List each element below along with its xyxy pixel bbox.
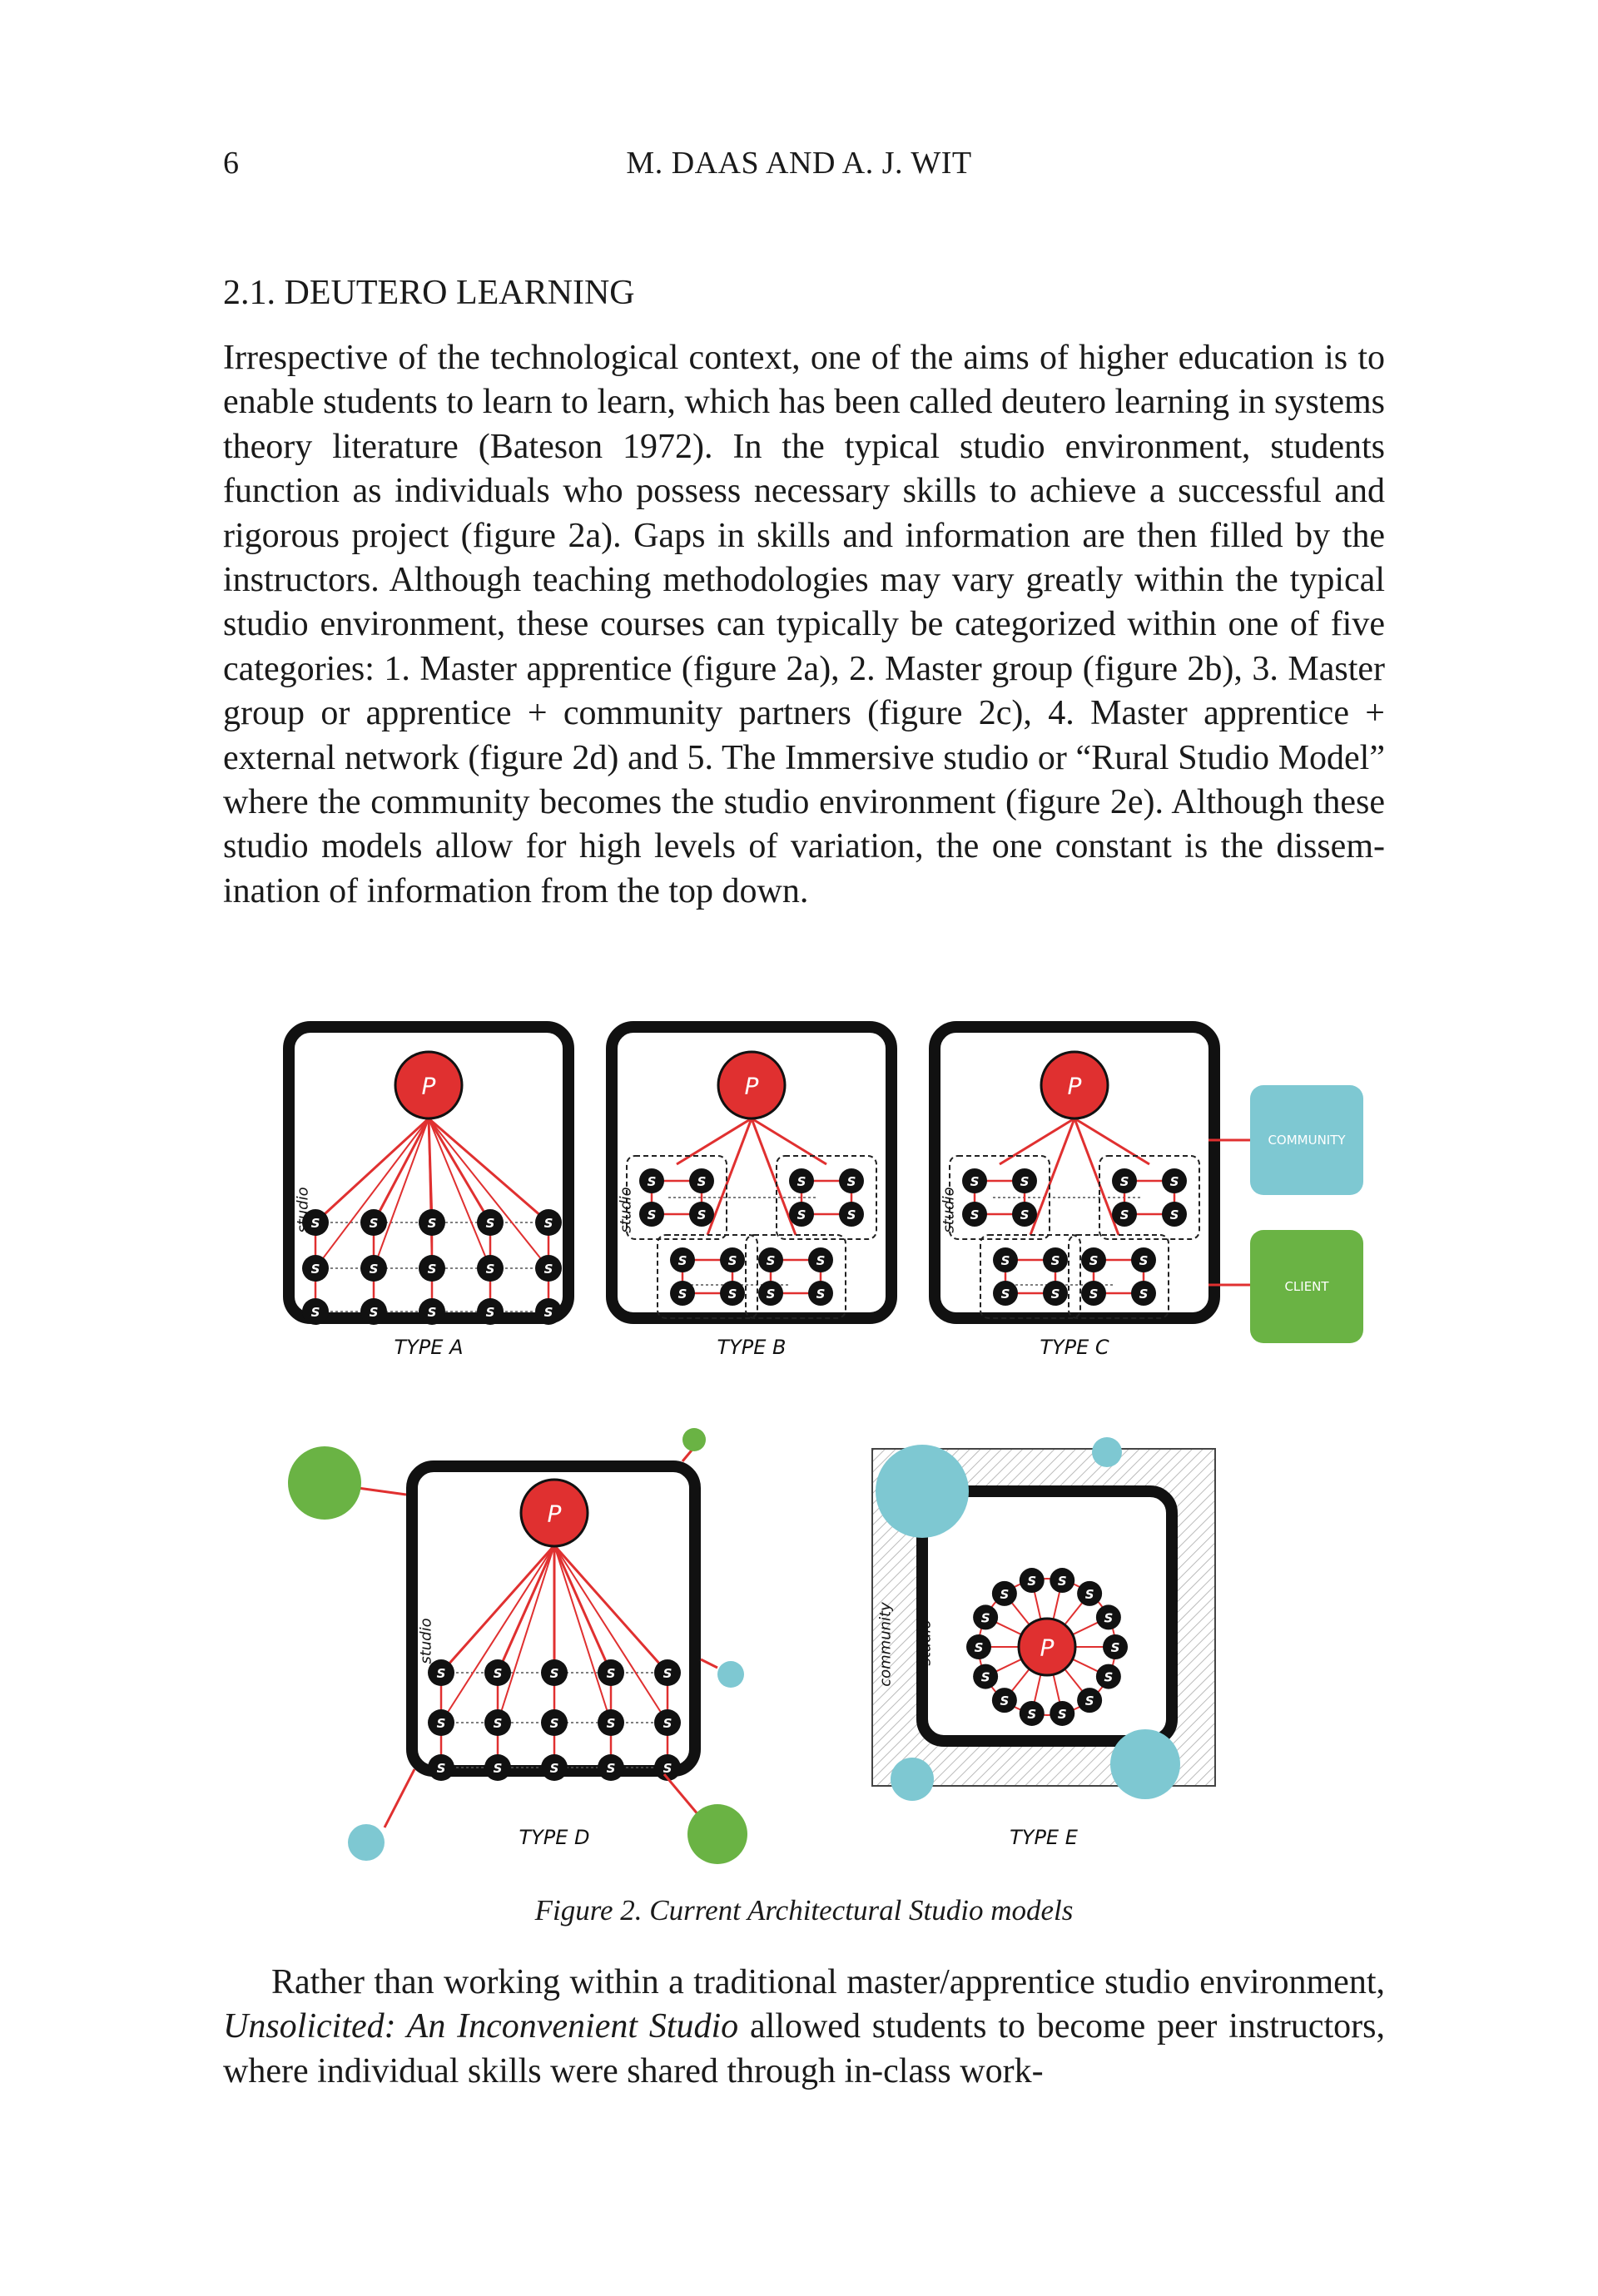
student-label: S bbox=[1050, 1253, 1060, 1268]
professor-label: P bbox=[744, 1072, 759, 1100]
student-label: S bbox=[1027, 1574, 1037, 1589]
external-link bbox=[664, 1774, 699, 1816]
student-label: S bbox=[485, 1216, 495, 1231]
student-label: S bbox=[369, 1305, 379, 1320]
studio-label: studio bbox=[417, 1618, 435, 1664]
external-bubble bbox=[687, 1804, 747, 1864]
student-label: S bbox=[493, 1666, 503, 1681]
external-link bbox=[358, 1488, 406, 1495]
student-label: S bbox=[766, 1253, 776, 1268]
student-label: S bbox=[543, 1305, 553, 1320]
student-label: S bbox=[697, 1208, 707, 1222]
student-label: S bbox=[606, 1716, 616, 1731]
student-label: S bbox=[727, 1253, 737, 1268]
studio-models-figure bbox=[275, 1010, 1373, 1884]
page-number: 6 bbox=[223, 146, 240, 181]
student-label: S bbox=[1089, 1287, 1099, 1302]
student-label: S bbox=[980, 1669, 990, 1685]
student-label: S bbox=[549, 1761, 559, 1776]
student-label: S bbox=[663, 1666, 672, 1681]
student-label: S bbox=[1139, 1253, 1149, 1268]
section-heading: 2.1. DEUTERO LEARNING bbox=[223, 274, 635, 312]
student-label: S bbox=[543, 1262, 553, 1277]
student-label: S bbox=[1119, 1174, 1129, 1189]
student-label: S bbox=[427, 1216, 437, 1231]
professor-label: P bbox=[1040, 1634, 1055, 1662]
student-label: S bbox=[1110, 1640, 1120, 1655]
student-label: S bbox=[970, 1208, 980, 1222]
community-box-label: COMMUNITY bbox=[1268, 1133, 1346, 1148]
student-label: S bbox=[427, 1305, 437, 1320]
student-label: S bbox=[697, 1174, 707, 1189]
student-label: S bbox=[1084, 1586, 1094, 1602]
student-label: S bbox=[647, 1208, 657, 1222]
student-label: S bbox=[1104, 1669, 1114, 1685]
student-label: S bbox=[436, 1716, 446, 1731]
student-label: S bbox=[485, 1305, 495, 1320]
student-label: S bbox=[1050, 1287, 1060, 1302]
student-label: S bbox=[663, 1716, 672, 1731]
student-label: S bbox=[647, 1174, 657, 1189]
studio-label: studio bbox=[916, 1619, 935, 1666]
student-label: S bbox=[846, 1208, 856, 1222]
student-label: S bbox=[310, 1216, 320, 1231]
student-label: S bbox=[493, 1761, 503, 1776]
student-label: S bbox=[1169, 1208, 1179, 1222]
professor-label: P bbox=[421, 1072, 436, 1100]
type-label: TYPE C bbox=[1040, 1336, 1109, 1359]
studio-label: studio bbox=[940, 1187, 958, 1233]
studio-label: studio bbox=[294, 1187, 312, 1233]
paragraph-text: allowed students to become peer instructors, where individual skills were shared through in-class work- bbox=[223, 2007, 1386, 2090]
student-label: S bbox=[974, 1640, 984, 1655]
student-label: S bbox=[797, 1174, 806, 1189]
studio-label: community bbox=[876, 1602, 895, 1687]
running-header-authors: M. DAAS AND A. J. WIT bbox=[626, 146, 972, 181]
student-label: S bbox=[1139, 1287, 1149, 1302]
client-box-label: CLIENT bbox=[1284, 1279, 1329, 1294]
student-label: S bbox=[543, 1216, 553, 1231]
student-label: S bbox=[816, 1287, 826, 1302]
student-label: S bbox=[310, 1305, 320, 1320]
student-label: S bbox=[970, 1174, 980, 1189]
running-header bbox=[223, 145, 1375, 186]
type-e-frame bbox=[922, 1491, 1172, 1741]
student-label: S bbox=[677, 1287, 687, 1302]
professor-label: P bbox=[547, 1500, 562, 1528]
body-paragraph: Irrespective of the technological context, one of the aims of higher education is to enable students to learn to learn, which has been called deutero learning in systems theory literature (Bateson 1972). In the typical studio environment, students function as individuals who possess necessary skills to achieve a successful and rigorous project (figure 2a). Gaps in skills and information are then filled by the instructors. Although teaching methodologies may vary greatly within the typical studio environment, these courses can typically be categorized within one of five categories: 1. Master apprentice (figure 2a), 2. Master group (figure 2b), 3. Master group or apprentice + community partners (figure 2c), 4. Master apprentice + external network (figure 2d) and 5. The Immersive studio or “Rural Studio Model” where the community becomes the studio environment (figure 2e). Although these studio models allow for high levels of variation, the one constant is the dissemination of information from the top down. bbox=[223, 339, 1385, 910]
student-label: S bbox=[369, 1262, 379, 1277]
student-label: S bbox=[369, 1216, 379, 1231]
student-label: S bbox=[1057, 1706, 1067, 1722]
student-label: S bbox=[310, 1262, 320, 1277]
student-label: S bbox=[677, 1253, 687, 1268]
student-label: S bbox=[1089, 1253, 1099, 1268]
student-label: S bbox=[1084, 1693, 1094, 1709]
student-label: S bbox=[980, 1610, 990, 1626]
studio-label: studio bbox=[617, 1187, 635, 1233]
student-label: S bbox=[485, 1262, 495, 1277]
student-label: S bbox=[663, 1761, 672, 1776]
student-label: S bbox=[606, 1761, 616, 1776]
student-label: S bbox=[1020, 1208, 1030, 1222]
student-label: S bbox=[1000, 1287, 1010, 1302]
student-label: S bbox=[1169, 1174, 1179, 1189]
student-label: S bbox=[816, 1253, 826, 1268]
external-bubble bbox=[717, 1661, 744, 1688]
external-bubble bbox=[682, 1428, 706, 1451]
student-label: S bbox=[549, 1666, 559, 1681]
type-label: TYPE D bbox=[519, 1826, 590, 1849]
student-label: S bbox=[727, 1287, 737, 1302]
student-label: S bbox=[797, 1208, 806, 1222]
type-label: TYPE A bbox=[394, 1336, 464, 1359]
student-label: S bbox=[436, 1761, 446, 1776]
external-link bbox=[701, 1659, 717, 1668]
student-label: S bbox=[1119, 1208, 1129, 1222]
student-label: S bbox=[606, 1666, 616, 1681]
student-label: S bbox=[1104, 1610, 1114, 1626]
student-label: S bbox=[436, 1666, 446, 1681]
student-label: S bbox=[1000, 1586, 1010, 1602]
student-label: S bbox=[1057, 1574, 1067, 1589]
community-bubble bbox=[876, 1445, 969, 1538]
student-label: S bbox=[493, 1716, 503, 1731]
student-label: S bbox=[766, 1287, 776, 1302]
student-label: S bbox=[1000, 1693, 1010, 1709]
student-label: S bbox=[1027, 1706, 1037, 1722]
external-link bbox=[385, 1769, 414, 1827]
studio-models-diagram bbox=[275, 1010, 1373, 1884]
community-bubble bbox=[1092, 1437, 1122, 1467]
type-label: TYPE E bbox=[1010, 1826, 1078, 1849]
community-bubble bbox=[1110, 1729, 1180, 1799]
studio-title: Unsolicited: An Inconvenient Studio bbox=[223, 2007, 739, 2046]
type-label: TYPE B bbox=[717, 1336, 787, 1359]
student-label: S bbox=[1020, 1174, 1030, 1189]
professor-label: P bbox=[1067, 1072, 1082, 1100]
student-label: S bbox=[846, 1174, 856, 1189]
figure-caption: Figure 2. Current Architectural Studio models bbox=[534, 1894, 1074, 1927]
external-bubble bbox=[348, 1824, 385, 1861]
student-label: S bbox=[427, 1262, 437, 1277]
student-label: S bbox=[549, 1716, 559, 1731]
community-bubble bbox=[891, 1758, 934, 1801]
external-bubble bbox=[288, 1446, 361, 1520]
body-paragraph-2 bbox=[223, 1961, 1385, 2094]
student-label: S bbox=[1000, 1253, 1010, 1268]
paragraph-text: Rather than working within a traditional master/apprentice studio environment, bbox=[271, 1963, 1385, 2001]
